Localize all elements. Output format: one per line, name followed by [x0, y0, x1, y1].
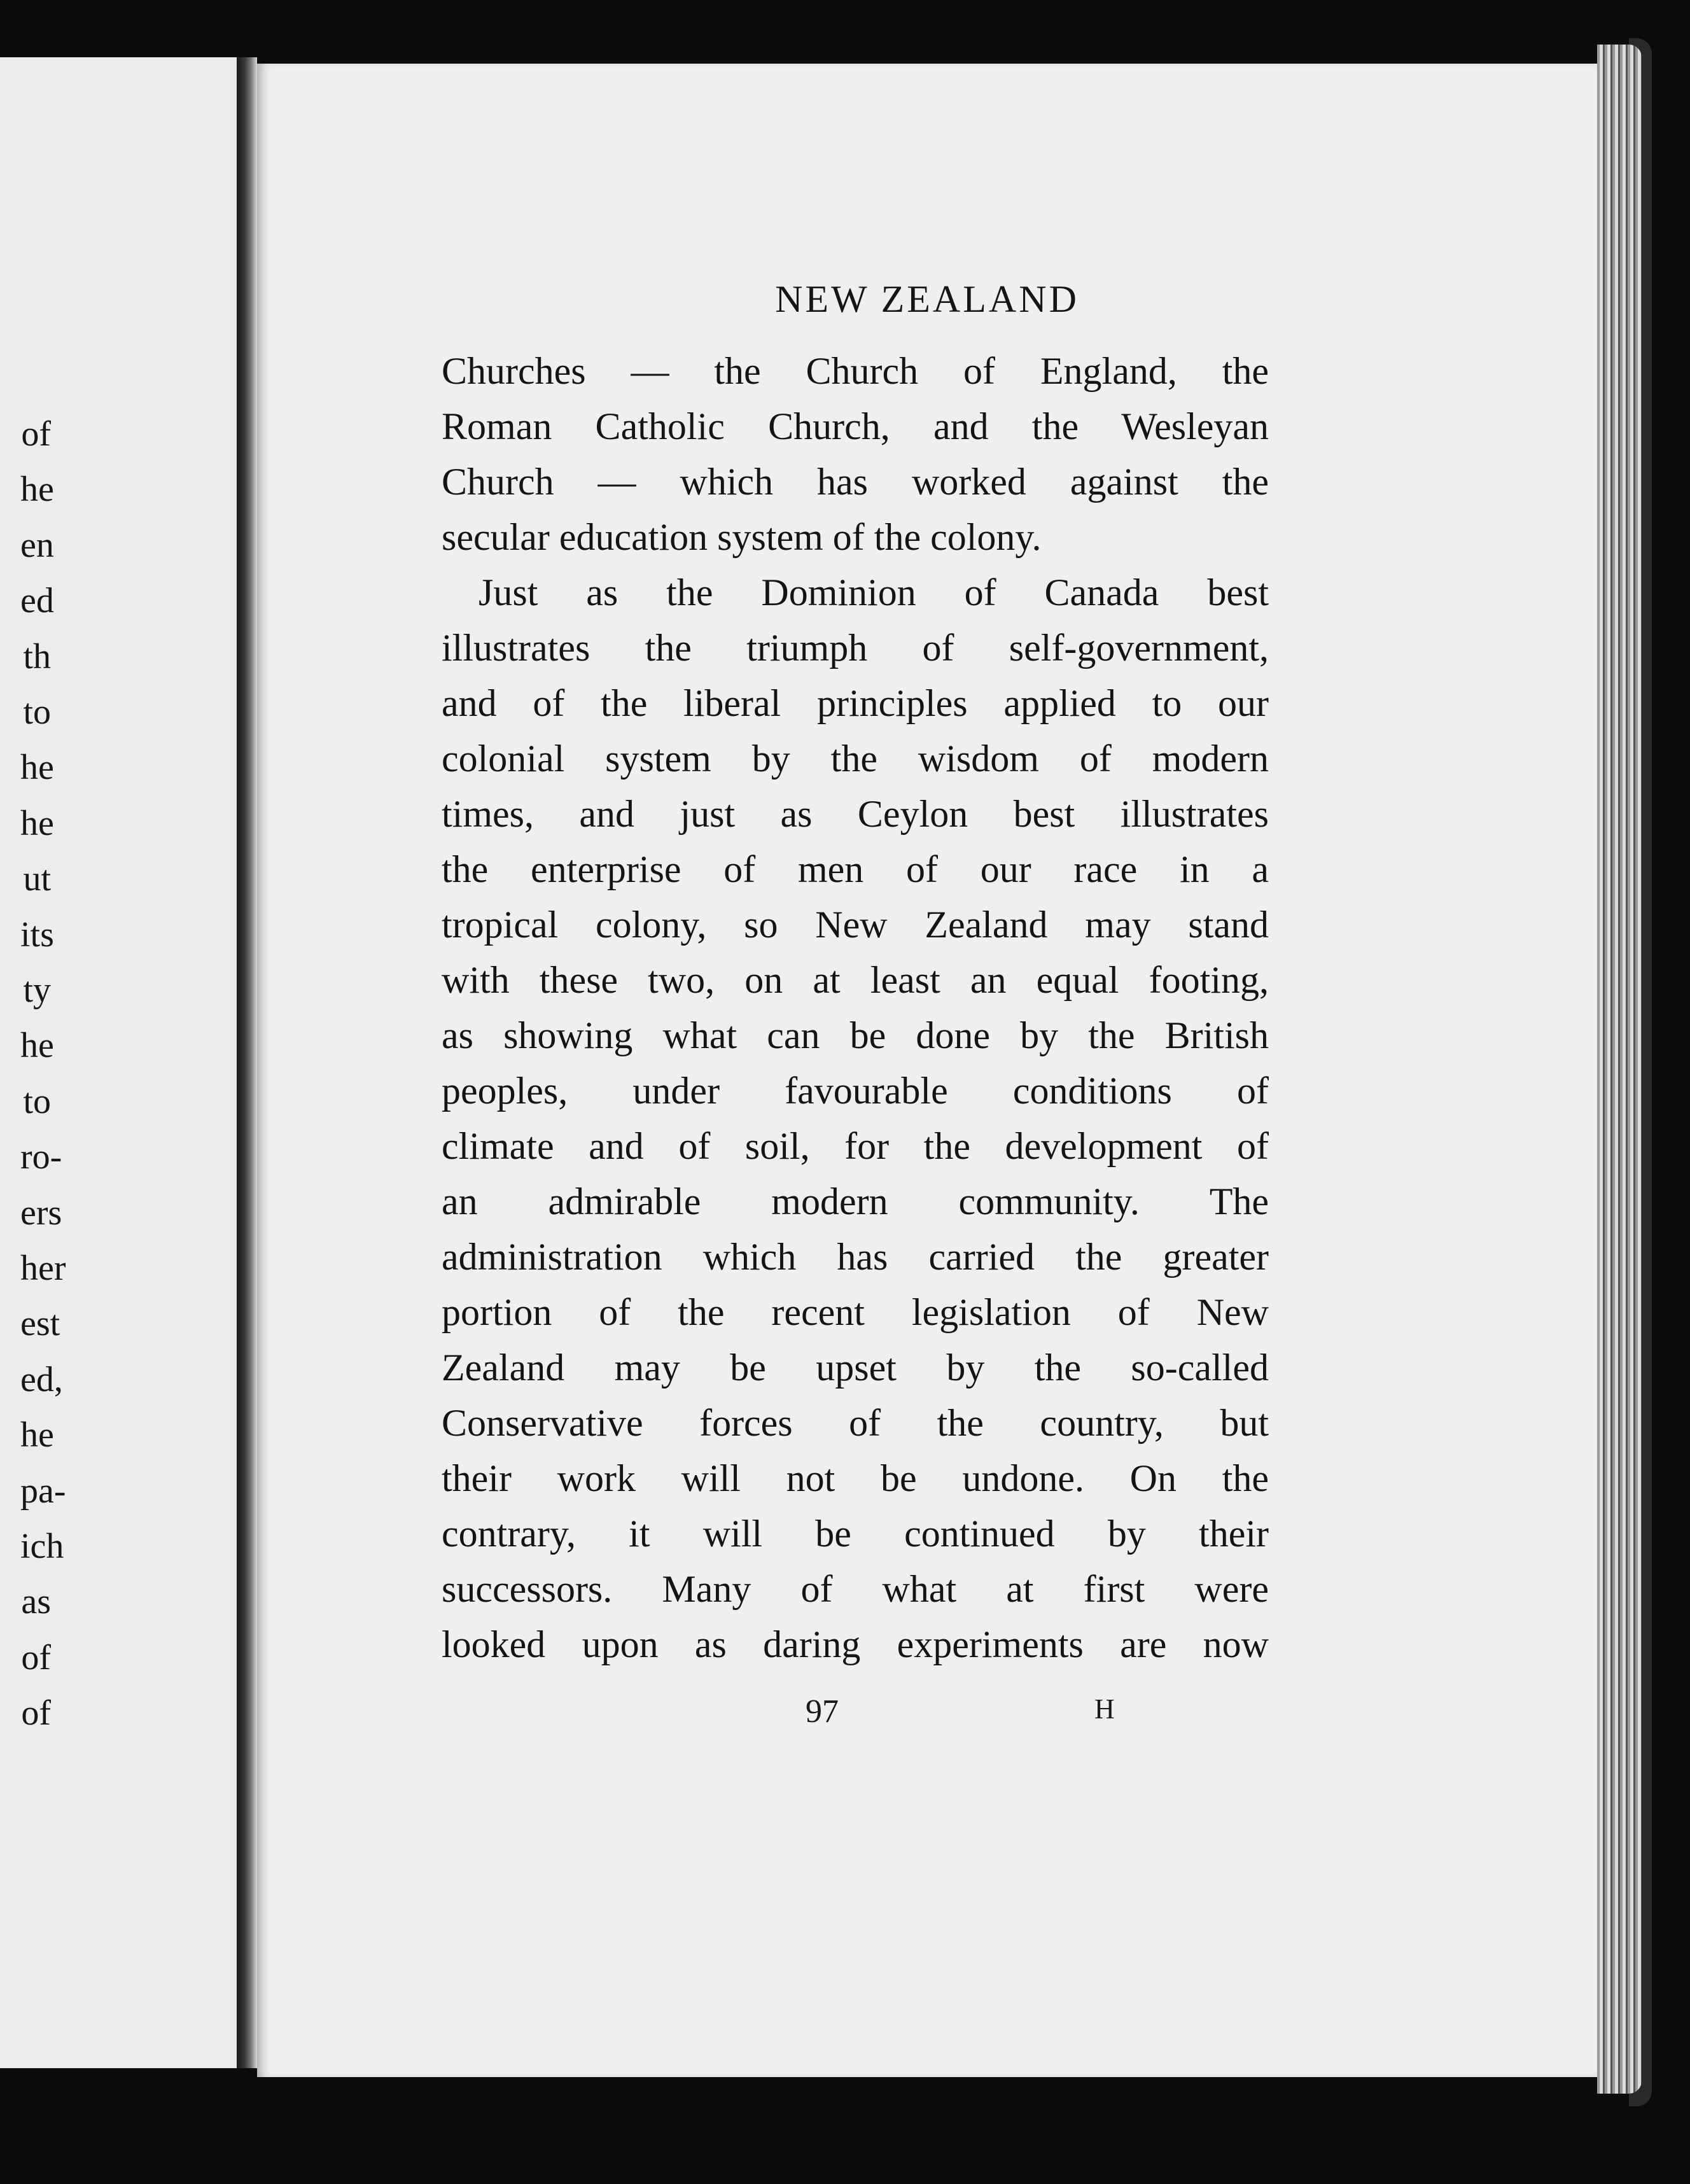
- left-line-fragment: of: [21, 1693, 51, 1733]
- left-line-fragment: to: [23, 692, 51, 732]
- page-number: 97: [806, 1693, 839, 1730]
- text-line: peoples, under favourable conditions of: [442, 1070, 1269, 1112]
- text-line: administration which has carried the greater: [442, 1236, 1269, 1278]
- text-line: portion of the recent legislation of New: [442, 1291, 1269, 1333]
- left-line-fragment: to: [23, 1081, 51, 1121]
- left-line-fragment: en: [20, 525, 54, 565]
- left-line-fragment: he: [20, 1415, 54, 1455]
- text-line: looked upon as daring experiments are now: [442, 1623, 1269, 1665]
- left-line-fragment: ut: [23, 859, 51, 899]
- left-line-fragment: as: [21, 1582, 51, 1622]
- text-line: the enterprise of men of our race in a: [442, 848, 1269, 890]
- text-line: successors. Many of what at first were: [442, 1568, 1269, 1610]
- text-line: their work will not be undone. On the: [442, 1457, 1269, 1499]
- text-line: illustrates the triumph of self-government,: [442, 627, 1269, 669]
- signature-mark: H: [1094, 1693, 1117, 1725]
- text-line: Churches — the Church of England, the: [442, 350, 1269, 392]
- text-line: Zealand may be upset by the so-called: [442, 1347, 1269, 1389]
- text-line: and of the liberal principles applied to our: [442, 682, 1269, 724]
- left-page: [0, 57, 237, 2068]
- left-line-fragment: ich: [20, 1527, 64, 1566]
- left-line-fragment: ed,: [20, 1359, 63, 1399]
- text-line: Conservative forces of the country, but: [442, 1402, 1269, 1444]
- left-line-fragment: ty: [23, 970, 51, 1010]
- left-line-fragment: its: [20, 914, 54, 955]
- left-line-fragment: pa-: [20, 1471, 66, 1511]
- left-line-fragment: ro-: [20, 1137, 62, 1177]
- text-line: as showing what can be done by the British: [442, 1014, 1269, 1056]
- running-head: NEW ZEALAND: [775, 278, 1079, 320]
- text-line: Just as the Dominion of Canada best: [478, 571, 1269, 613]
- text-line: Church — which has worked against the: [442, 461, 1269, 503]
- text-line: colonial system by the wisdom of modern: [442, 738, 1269, 780]
- text-line: with these two, on at least an equal footing,: [442, 959, 1269, 1001]
- text-line: contrary, it will be continued by their: [442, 1513, 1269, 1555]
- left-line-fragment: her: [20, 1249, 66, 1288]
- left-line-fragment: ed: [20, 581, 54, 621]
- left-line-fragment: he: [20, 1026, 54, 1066]
- left-line-fragment: he: [20, 748, 54, 788]
- text-line: tropical colony, so New Zealand may stand: [442, 904, 1269, 946]
- text-line: Roman Catholic Church, and the Wesleyan: [442, 405, 1269, 447]
- text-line: climate and of soil, for the development of: [442, 1125, 1269, 1167]
- text-line: times, and just as Ceylon best illustrates: [442, 793, 1269, 835]
- book-gutter: [237, 57, 257, 2068]
- left-line-fragment: he: [20, 803, 54, 843]
- left-line-fragment: ers: [20, 1193, 62, 1233]
- left-line-fragment: est: [20, 1304, 60, 1344]
- text-line: an admirable modern community. The: [442, 1180, 1269, 1222]
- text-line: secular education system of the colony.: [442, 516, 1042, 558]
- left-line-fragment: of: [21, 414, 51, 454]
- page-edges: [1597, 45, 1642, 2094]
- left-line-fragment: he: [20, 470, 54, 510]
- left-line-fragment: of: [21, 1637, 51, 1677]
- left-line-fragment: th: [23, 636, 51, 676]
- body-text: [442, 344, 1269, 1672]
